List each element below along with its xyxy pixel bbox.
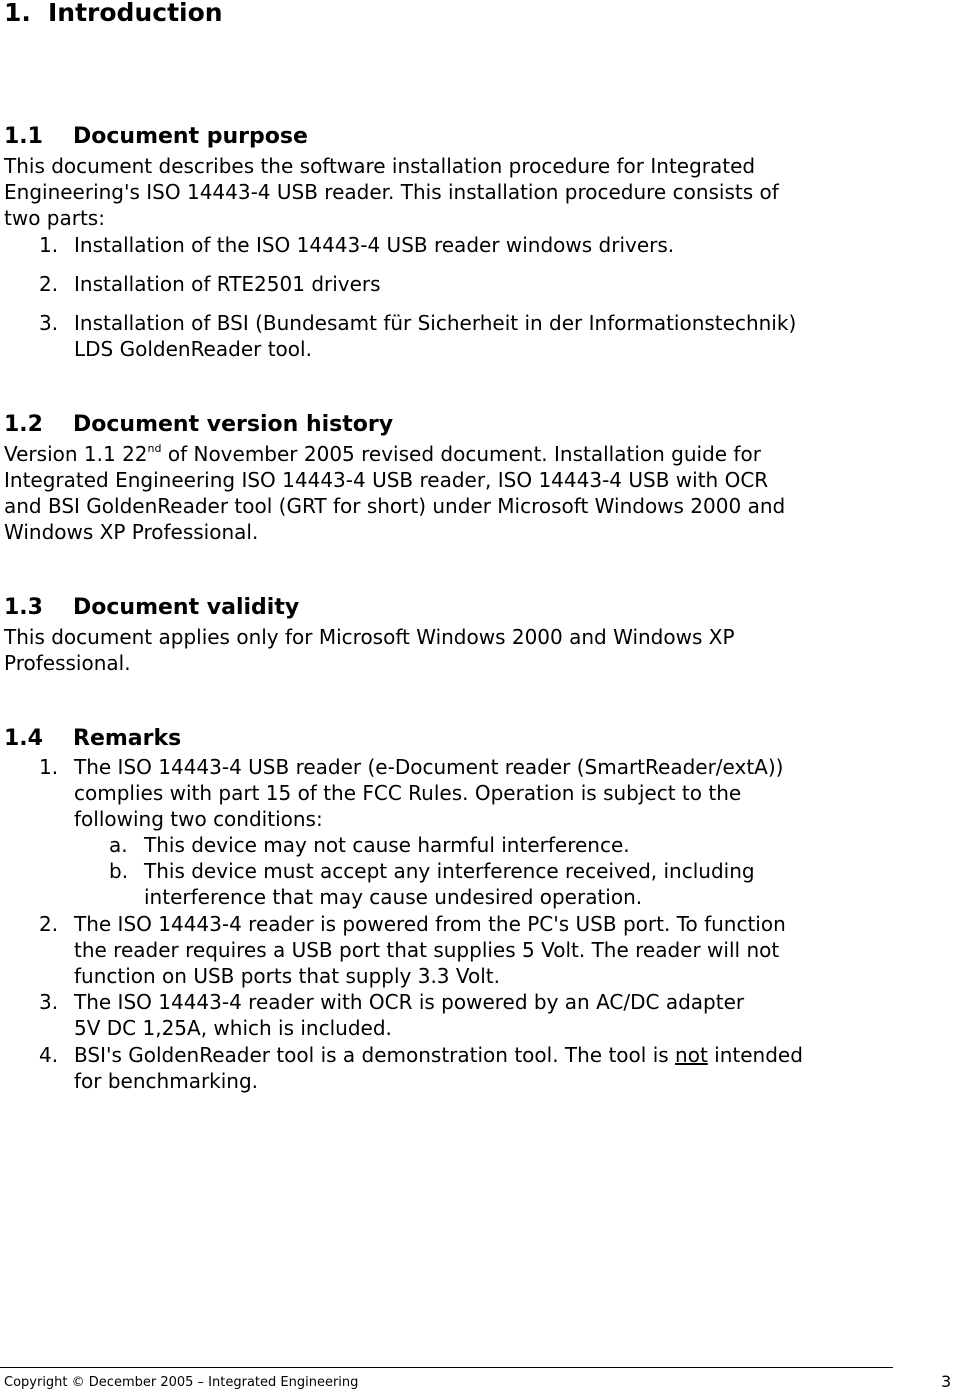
list-number: 2. — [39, 912, 59, 936]
validity-line: This document applies only for Microsoft Windows 2000 and Windows XP — [4, 625, 735, 649]
list-text-continuation: following two conditions: — [74, 807, 323, 831]
page-number: 3 — [941, 1372, 952, 1391]
chapter-title — [4, 0, 223, 27]
section-number: 1.3 — [4, 595, 43, 620]
list-text-continuation: the reader requires a USB port that supplies 5 Volt. The reader will not — [74, 938, 780, 962]
list-text-continuation: LDS GoldenReader tool. — [74, 337, 312, 361]
purpose-intro-line: two parts: — [4, 206, 105, 230]
history-line — [4, 441, 761, 467]
section-number: 1.4 — [4, 726, 43, 751]
purpose-intro-line: This document describes the software installation procedure for Integrated — [4, 154, 756, 178]
list-text: Installation of RTE2501 drivers — [74, 272, 381, 296]
list-text: The ISO 14443-4 USB reader (e-Document reader (SmartReader/extA)) — [74, 755, 784, 779]
list-number: 2. — [39, 272, 59, 296]
section-title: Document version history — [73, 412, 394, 437]
section-title: Document validity — [73, 595, 300, 620]
ordinal-suffix: nd — [147, 442, 162, 455]
list-text-part: intended — [707, 1043, 803, 1067]
footer-copyright: Copyright © December 2005 – Integrated Engineering — [4, 1375, 359, 1390]
history-line: Integrated Engineering ISO 14443-4 USB reader, ISO 14443-4 USB with OCR — [4, 468, 769, 492]
emphasis-not: not — [675, 1043, 708, 1067]
section-heading-history — [4, 412, 393, 437]
list-text-continuation: function on USB ports that supply 3.3 Volt. — [74, 964, 501, 988]
history-line: and BSI GoldenReader tool (GRT for short) under Microsoft Windows 2000 and — [4, 494, 786, 518]
sub-list-text: This device may not cause harmful interference. — [144, 833, 630, 857]
section-heading-purpose — [4, 124, 308, 149]
section-title: Remarks — [73, 726, 182, 751]
list-text: Installation of BSI (Bundesamt für Sicherheit in der Informationstechnik) — [74, 311, 797, 335]
list-number: 1. — [39, 233, 59, 257]
list-number: 1. — [39, 755, 59, 779]
list-number: 3. — [39, 311, 59, 335]
history-text: Version 1.1 22 — [4, 442, 148, 466]
list-text-continuation: 5V DC 1,25A, which is included. — [74, 1016, 392, 1040]
purpose-intro-line: Engineering's ISO 14443-4 USB reader. This installation procedure consists of — [4, 180, 779, 204]
list-text-continuation: for benchmarking. — [74, 1069, 259, 1093]
list-text: The ISO 14443-4 reader with OCR is powered by an AC/DC adapter — [74, 990, 745, 1014]
section-title: Document purpose — [73, 124, 308, 149]
sub-list-text: This device must accept any interference received, including — [144, 859, 755, 883]
footer-rule — [0, 1367, 893, 1368]
list-number: 3. — [39, 990, 59, 1014]
list-text-part: BSI's GoldenReader tool is a demonstration tool. The tool is — [74, 1043, 676, 1067]
list-text: Installation of the ISO 14443-4 USB reader windows drivers. — [74, 233, 675, 257]
validity-line: Professional. — [4, 651, 131, 675]
history-line: Windows XP Professional. — [4, 520, 259, 544]
sub-list-letter: a. — [109, 833, 128, 857]
list-text-continuation: complies with part 15 of the FCC Rules. Operation is subject to the — [74, 781, 742, 805]
section-heading-validity — [4, 595, 299, 620]
list-text: The ISO 14443-4 reader is powered from the PC's USB port. To function — [74, 912, 786, 936]
sub-list-text-continuation: interference that may cause undesired operation. — [144, 885, 643, 909]
sub-list-letter: b. — [109, 859, 129, 883]
chapter-number: 1. — [4, 0, 31, 27]
list-text — [74, 1042, 803, 1068]
list-number: 4. — [39, 1043, 59, 1067]
section-heading-remarks — [4, 726, 181, 751]
section-number: 1.1 — [4, 124, 43, 149]
section-number: 1.2 — [4, 412, 43, 437]
history-text: of November 2005 revised document. Installation guide for — [161, 442, 761, 466]
chapter-title-text: Introduction — [48, 0, 223, 27]
